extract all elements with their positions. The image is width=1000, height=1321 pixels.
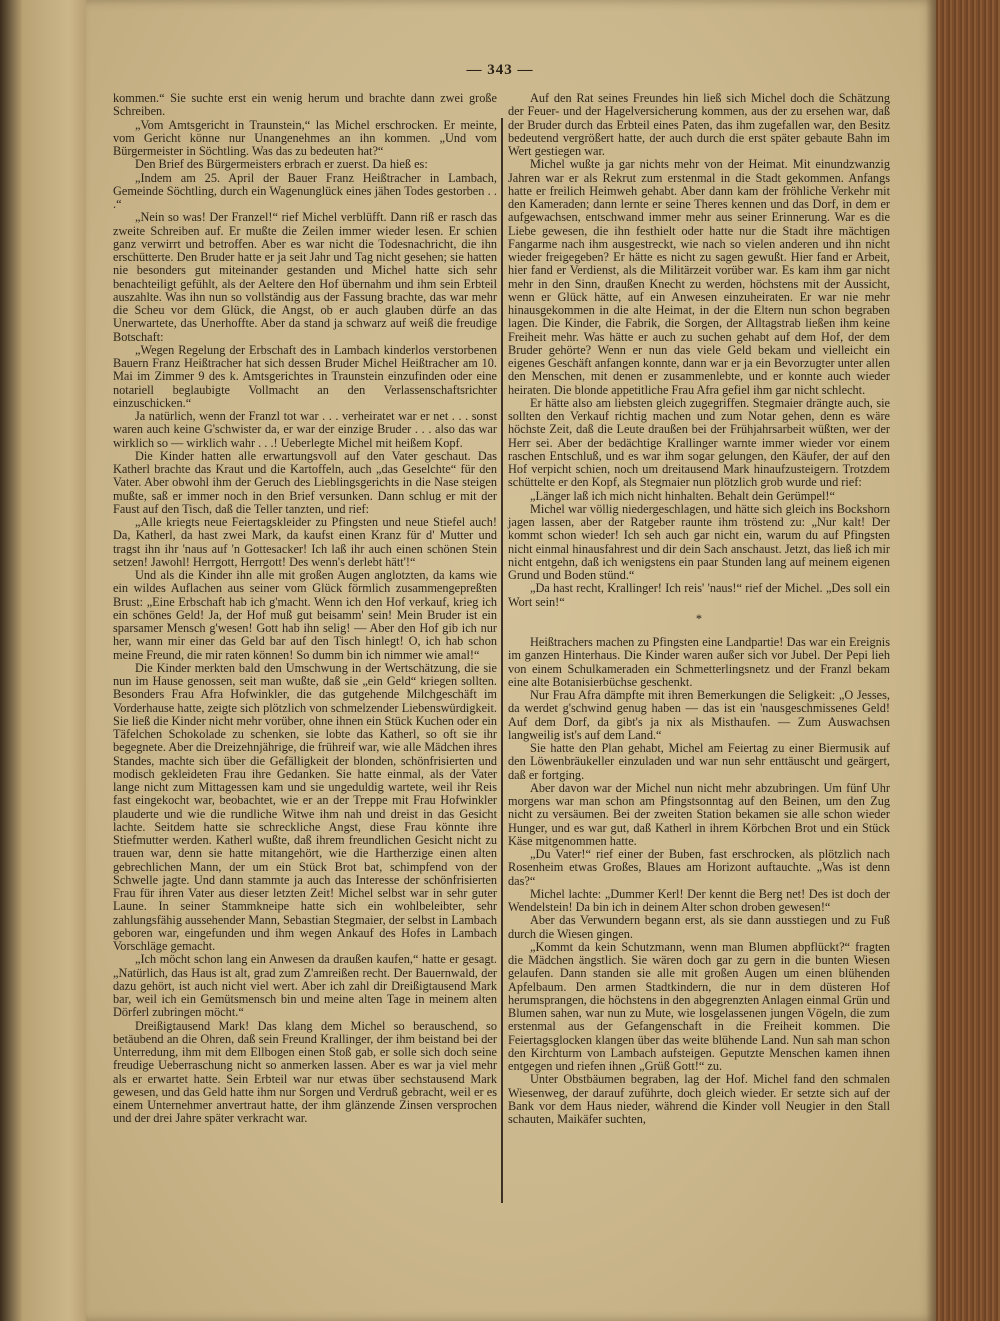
- text-section-2: [508, 636, 890, 1126]
- page-number: — 343 —: [466, 62, 534, 78]
- book-page-edges: [936, 0, 1000, 1321]
- paragraph: „Nein so was! Der Franzel!“ rief Michel verblüfft. Dann riß er rasch das zweite Schreiben auf. Er mußte die Zeilen immer wieder lesen. Er schien ganz verwirrt und betroffen. Aber es war nicht die Todesnachricht, die ihn erschütterte. Den Bruder hatte er ja seit Jahr und Tag nicht gesehen; sie hatten nie besonders gut miteinander gestanden und Michel hatte sich sehr benachteiligt gefühlt, als der Aeltere den Hof übernahm und ihm sein Erbteil auszahlte. Was ihn nun so vollständig aus der Fassung brachte, das war mehr die Scheu vor dem Glück, die Angst, ob er auch glauben dürfe an das Unerwartete, das Unerhoffte. Aber da stand ja schwarz auf weiß die freudige Botschaft:: [113, 210, 497, 344]
- paragraph: „Länger laß ich mich nicht hinhalten. Behalt dein Gerümpel!“: [530, 488, 835, 503]
- paragraph: „Vom Amtsgericht in Traunstein,“ las Michel erschrocken. Er meinte, vom Gericht könne nur Unangenehmes an ihn kommen. „Und vom Bürgermeister in Söchtling. Was das zu bedeuten hat?“: [113, 117, 497, 158]
- previous-page-edge: [0, 0, 22, 1321]
- text-column-right: [508, 92, 890, 1126]
- paragraph: „Da hast recht, Krallinger! Ich reis' 'naus!“ rief der Michel. „Des soll ein Wort sein!“: [508, 581, 890, 609]
- paragraph: Michel lachte: „Dummer Kerl! Der kennt die Berg net! Des ist doch der Wendelstein! Da bin ich in deinem Alter schon droben gewesen!“: [508, 886, 890, 914]
- paragraph: „Kommt da kein Schutzmann, wenn man Blumen abpflückt?“ fragten die Mädchen ängstlich. Sie wären doch gar zu gern in die bunten Wiesen gelaufen. Dann standen sie alle mit großen Augen um einen blühenden Apfelbaum. Den armen Stadtkindern, die nur in dem düsteren Hof herumsprangen, die höchstens in den abgegrenzten Anlagen einmal Grün und Blumen sahen, war nun zu Mute, wie losgelassenen jungen Vögeln, die zum erstenmal aus der Gefangenschaft in die Freiheit kommen. Die Feiertagsglocken klangen über das weite blühende Land. Nun sah man schon den Kirchturm von Lambach aufsteigen. Geputzte Menschen kamen ihnen entgegen und riefen ihnen „Grüß Gott!“ zu.: [508, 939, 890, 1073]
- paragraph: Unter Obstbäumen begraben, lag der Hof. Michel fand den schmalen Wiesenweg, der darauf zuführte, doch gleich wieder. Er setzte sich auf der Bank vor dem Haus nieder, während die Kinder voll Neugier in den Stall schauten, Maikäfer suchten,: [508, 1072, 890, 1126]
- paragraph: Ja natürlich, wenn der Franzl tot war . . . verheiratet war er net . . . sonst waren auch keine G'schwister da, er war der einzige Bruder . . . also das war wirklich so — wirklich wahr . . .! Ueberlegte Michel mit heißem Kopf.: [113, 409, 497, 450]
- paragraph: Michel wußte ja gar nichts mehr von der Heimat. Mit einundzwanzig Jahren war er als Rekrut zum erstenmal in die Stadt gekommen. Anfangs hatte er freilich Heimweh gehabt. Aber dann kam der fröhliche Verkehr mit den Kameraden; dann lernte er seine Theres kennen und das Dorf, in dem er aufgewachsen, entschwand immer mehr aus seiner Erinnerung. War es die Liebe gewesen, die ihn festhielt oder hatte nur die Stadt ihre mächtigen Fangarme nach ihm ausgestreckt, wie nach so vielen anderen und ihn nicht wieder freigegeben? Er hätte es nicht zu sagen gewußt. Hier fand er Arbeit, hier fand er Verdienst, als die Militärzeit vorüber war. Es kam ihm gar nicht mehr in den Sinn, draußen Knecht zu werden, höchstens mit der Aussicht, wenn er Glück hätte, auf ein Anwesen einzuheiraten. Er war nie mehr hinausgekommen in die alte Heimat, in der die Eltern nun schon begraben lagen. Die Kinder, die Fabrik, die Sorgen, der Alltagstrab ließen ihm keine Freiheit mehr. Was hätte er auch zu suchen gehabt auf dem Hof, der dem Bruder gehörte? Wenn er nun das viele Geld bekam und vielleicht ein eigenes Geschäft anfangen konnte, dann war er ja ein Bevorzugter unter allen den Menschen, mit denen er zusammenlebte, und er konnte auch wieder heiraten. Die blonde appetitliche Frau Afra gefiel ihm gar nicht schlecht.: [508, 157, 890, 397]
- text-section-1: [508, 92, 890, 609]
- paragraph: Den Brief des Bürgermeisters erbrach er zuerst. Da hieß es:: [135, 157, 428, 172]
- section-separator: *: [695, 611, 703, 626]
- paragraph: „Wegen Regelung der Erbschaft des in Lambach kinderlos verstorbenen Bauern Franz Heißtracher hat sich dessen Bruder Michel Heißtracher am 10. Mai im Zimmer 9 des k. Amtsgerichtes in Traunstein einzufinden oder eine notariell beglaubigte Vollmacht an den Verlassenschaftsrichter einzuschicken.“: [113, 342, 497, 410]
- paragraph: Und als die Kinder ihn alle mit großen Augen anglotzten, da kams wie ein wildes Auflachen aus seiner vom Glück förmlich zusammengepreßten Brust: „Eine Erbschaft hab ich g'macht. Wenn ich den Hof verkauf, krieg ich ein schönes Geld! Ja, der Hof muß gut beisamm' sein! Mein Bruder ist ein sparsamer Mensch g'wesen! Gott hab ihn selig! — Aber den Hof gib ich nur her, wann mir einer das Geld bar auf den Tisch hinlegt! O, ich hab schon meine Freund, die mir raten können! So dumm bin ich nimmer wie amal!“: [113, 568, 497, 662]
- text-column-left: [113, 92, 497, 1126]
- paragraph: kommen.“ Sie suchte erst ein wenig herum und brachte dann zwei große Schreiben.: [113, 91, 497, 119]
- column-divider: [501, 118, 503, 1203]
- paragraph: Die Kinder hatten alle erwartungsvoll auf den Vater geschaut. Das Katherl brachte das Kraut und die Kartoffeln, auch „das Geselchte“ für den Vater. Aber obwohl ihm der Geruch des Lieblingsgerichts in die Nase steigen mußte, saß er immer noch in den Brief versunken. Dann schlug er mit der Faust auf den Tisch, daß die Teller tanzten, und rief:: [113, 448, 497, 516]
- paragraph: Nur Frau Afra dämpfte mit ihren Bemerkungen die Seligkeit: „O Jesses, da werdet g'schwind genug haben — das ist ein 'nausgeschmissenes Geld! Auf dem Dorf, da gibt's ja nix als Misthaufen. — Zum Auswachsen langweilig ist's auf dem Land.“: [508, 688, 890, 742]
- paragraph: „Du Vater!“ rief einer der Buben, fast erschrocken, als plötzlich nach Rosenheim etwas Großes, Blaues am Horizont auftauchte. „Was ist denn das?“: [508, 847, 890, 888]
- paragraph: Auf den Rat seines Freundes hin ließ sich Michel doch die Schätzung der Feuer- und der Hagelversicherung kommen, aus der zu ersehen war, daß der Bruder durch das Erbteil eines Paten, das ihm zugefallen war, den Besitz bedeutend vergrößert hatte, der auch durch die erst später gebaute Bahn im Wert gestiegen war.: [508, 91, 890, 158]
- paragraph: Heißtrachers machen zu Pfingsten eine Landpartie! Das war ein Ereignis im ganzen Hinterhaus. Die Kinder waren außer sich vor Jubel. Der Pepi lieh von einem Schulkameraden ein Schmetterlingsnetz und der Franzl bekam eine alte Botanisierbüchse geschenkt.: [508, 635, 890, 689]
- paragraph: „Ich möcht schon lang ein Anwesen da draußen kaufen,“ hatte er gesagt. „Natürlich, das Haus ist alt, grad zum Z'amreißen recht. Der Bauernwald, der dazu gehört, ist auch nicht viel wert. Aber ich zahl dir Dreißigtausend Mark bar, weil ich ein Gemütsmensch bin und meine alten Tage in meinem alten Dörferl zubringen möcht.“: [113, 952, 497, 1020]
- paragraph: Aber das Verwundern begann erst, als sie dann ausstiegen und zu Fuß durch die Wiesen gingen.: [508, 913, 890, 941]
- paragraph: „Indem am 25. April der Bauer Franz Heißtracher in Lambach, Gemeinde Söchtling, durch ein Wagenunglück eines jähen Todes gestorben . . .“: [113, 170, 497, 211]
- paragraph: Die Kinder merkten bald den Umschwung in der Wertschätzung, die sie nun im Hause genossen, seit man wußte, daß sie „ein Geld“ kriegen sollten. Besonders Frau Afra Hofwinkler, die das gutgehende Milchgeschäft im Vorderhause hatte, zeigte sich plötzlich von schmelzender Liebenswürdigkeit. Sie ließ die Kinder nicht mehr vorüber, ohne ihnen ein Stück Kuchen oder ein Täfelchen Schokolade zu schenken, sie lobte das Katherl, so oft sie ihr begegnete. Aber die Dreizehnjährige, die frühreif war, wie alle Mädchen ihres Standes, machte sich über die Gefälligkeit der blonden, schönfrisierten und modisch gekleideten Frau ihre Gedanken. Sie hatte einmal, als der Vater lange nicht zum Mittagessen kam und sie ungeduldig wartete, weil ihr Reis fast eingekocht war, beobachtet, wie er an der Treppe mit Frau Hofwinkler plauderte und wie die rundliche Witwe ihm nah und dreist in das Gesicht lachte. Seitdem hatte sie schreckliche Angst, diese Frau könnte ihre Stiefmutter werden. Katherl wußte, daß ihrem freundlichen Gesicht nicht zu trauen war, denn sie hatte mitangehört, wie die Hartherzige einen alten gebrechlichen Mann, der um ein Stück Brot bat, schimpfend von der Schwelle jagte. Und dann stammte ja auch das Interesse der schönfrisierten Frau für ihren Vater aus dieser letzten Zeit! Michel selbst war in sehr guter Laune. In seiner Stammkneipe hatte sich ein wohlbeleibter, sehr zahlungsfähig aussehender Mann, Sebastian Stegmaier, der selbst in Lambach geboren war, eingefunden und ihm wegen Ankauf des Hofes in Lambach Vorschläge gemacht.: [113, 660, 498, 953]
- paragraph: Michel war völlig niedergeschlagen, und hätte sich gleich ins Bockshorn jagen lassen, aber der Ratgeber raunte ihm tröstend zu: „Nur kalt! Der kommt schon wieder! Ich seh auch gar nicht ein, warum du auf Pfingsten nicht einmal hinausfahrest und dir dein Sach anschaust. Jetzt, das ließ ich mir nicht entgehn, daß ich wenigstens ein paar Stunden lang auf meinem eigenen Grund und Boden stünd.“: [508, 501, 890, 582]
- paragraph: Sie hatte den Plan gehabt, Michel am Feiertag zu einer Biermusik auf den Löwenbräukeller einzuladen und war nun sehr enttäuscht und geärgert, daß er fortging.: [508, 741, 890, 782]
- paragraph: Er hätte also am liebsten gleich zugegriffen. Stegmaier drängte auch, sie sollten den Verkauf richtig machen und zum Notar gehen, denn es wäre höchste Zeit, daß die Leute draußen bei der Frühjahrsarbeit wüßten, wer der Herr sei. Aber der bedächtige Krallinger warnte immer wieder vor einem raschen Entschluß, und es war ihm sogar gelungen, den Käufer, der auf den Hof verpicht schien, noch um dreitausend Mark hinaufzusteigern. Trotzdem schüttelte er den Kopf, als Stegmaier nun plötzlich grob wurde und rief:: [508, 395, 890, 490]
- paragraph: Dreißigtausend Mark! Das klang dem Michel so berauschend, so betäubend an die Ohren, daß sein Freund Krallinger, der ihm beistand bei der Unterredung, ihm mit dem Ellbogen einen Stoß gab, er solle sich doch seine freudige Ueberraschung nicht so anmerken lassen. Aber es war ja viel mehr als er erwartet hatte. Sein Erbteil war nur etwas über sechstausend Mark gewesen, und das Geld hatte ihm nur Sorgen und Verdruß gebracht, weil er es einem Unternehmer anvertraut hatte, der ihm glänzende Zinsen versprochen und der drei Jahre später verkracht war.: [113, 1018, 497, 1126]
- paragraph: Aber davon war der Michel nun nicht mehr abzubringen. Um fünf Uhr morgens war man schon am Pfingstsonntag auf den Beinen, um den Zug nicht zu versäumen. Bei der zweiten Station bekamen sie alle schon wieder Hunger, und es war gut, daß Katherl in ihrem Körbchen Brot und ein Stück Käse mitgenommen hatte.: [508, 780, 890, 848]
- paragraph: „Alle kriegts neue Feiertagskleider zu Pfingsten und neue Stiefel auch! Da, Katherl, da hast zwei Mark, da kaufst einen Kranz für d' Mutter und tragst ihn ihr 'naus auf 'n Gottesacker! Ich laß ihr auch einen schönen Stein setzen! Jawohl! Herrgott, Herrgott! Des wenn's derlebt hätt'!“: [113, 515, 497, 569]
